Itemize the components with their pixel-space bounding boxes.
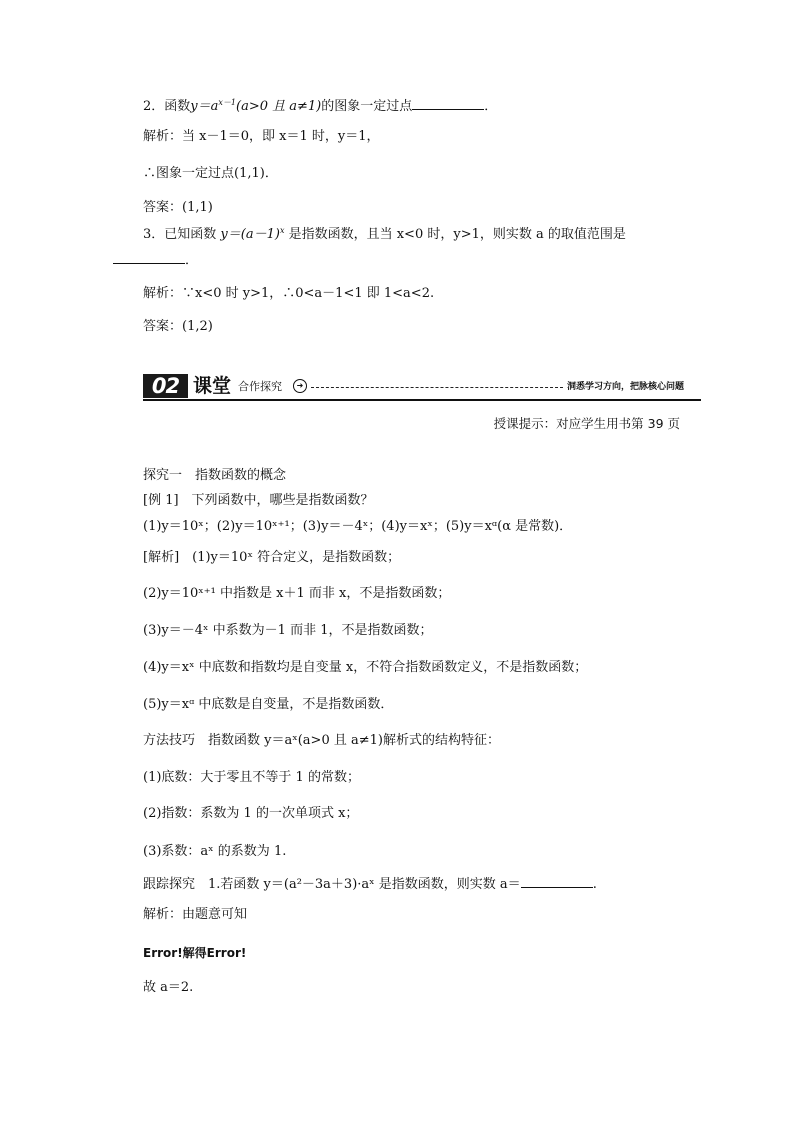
method-title: 方法技巧 指数函数 y＝aˣ(a>0 且 a≠1)解析式的结构特征： <box>143 733 500 748</box>
method-point-3: (3)系数：aˣ 的系数为 1. <box>143 844 287 859</box>
q2-end: ． <box>484 99 498 114</box>
follow-result: 故 a＝2. <box>143 980 194 995</box>
q2-formula: $y=a^{x-1}(a>0$ 且 a≠1) <box>190 98 322 114</box>
section-banner <box>143 374 701 402</box>
q2-line <box>143 97 497 116</box>
answer-blank[interactable] <box>412 97 484 110</box>
q3-end: ． <box>185 253 199 268</box>
follow-question <box>143 875 597 894</box>
answer-blank[interactable] <box>521 875 593 888</box>
q3-formula: $y=(a-1)^x$ <box>216 226 285 242</box>
solution-4: (4)y＝xˣ 中底数和指数均是自变量 x，不符合指数函数定义，不是指数函数； <box>143 660 588 675</box>
follow-text: 跟踪探究 1.若函数 y＝(a²－3a＋3)·aˣ 是指数函数，则实数 a＝ <box>143 877 521 892</box>
q3-line2 <box>113 251 198 270</box>
q3-line <box>143 226 626 244</box>
example-items: (1)y＝10ˣ；(2)y＝10ˣ⁺¹；(3)y＝－4ˣ；(4)y＝xˣ；(5)y＝xᵅ(α 是常数)． <box>143 519 573 534</box>
method-point-1: (1)底数：大于零且不等于 1 的常数； <box>143 770 360 785</box>
q3-suffix: 是指数函数，且当 x<0 时，y>1，则实数 a 的取值范围是 <box>288 227 626 242</box>
q2-suffix: 的图象一定过点 <box>321 99 413 114</box>
q2-analysis: 解析：当 x－1＝0，即 x＝1 时，y＝1， <box>143 129 380 144</box>
banner-title: 课堂 <box>193 375 232 397</box>
q2-answer: 答案：(1,1) <box>143 200 213 215</box>
solution-2: (2)y＝10ˣ⁺¹ 中指数是 x＋1 而非 x，不是指数函数； <box>143 586 451 601</box>
solution-1: [解析] (1)y＝10ˣ 符合定义，是指数函数； <box>143 550 401 565</box>
q3-prefix: 3．已知函数 <box>143 227 217 242</box>
section-title: 探究一 指数函数的概念 <box>143 468 287 483</box>
q2-prefix: 2．函数 <box>143 99 191 114</box>
banner-number: 02 <box>143 374 188 398</box>
banner-subtitle: 合作探究 <box>238 380 282 393</box>
follow-error-text: Error!解得Error! <box>143 946 247 960</box>
follow-end: . <box>592 877 597 892</box>
banner-rule <box>143 399 701 401</box>
example-question: [例 1] 下列函数中，哪些是指数函数？ <box>143 493 374 508</box>
banner-slogan: 洞悉学习方向，把脉核心问题 <box>567 382 685 392</box>
banner-dash-divider <box>311 387 563 388</box>
q3-answer: 答案：(1,2) <box>143 319 213 334</box>
solution-3: (3)y＝－4ˣ 中系数为－1 而非 1，不是指数函数； <box>143 623 433 638</box>
q3-analysis: 解析：∵x<0 时 y>1，∴0<a－1<1 即 1<a<2. <box>143 286 435 301</box>
solution-5: (5)y＝xᵅ 中底数是自变量，不是指数函数． <box>143 697 394 712</box>
lesson-hint: 授课提示：对应学生用书第 39 页 <box>493 416 680 431</box>
q2-conclusion: ∴图象一定过点(1,1)． <box>143 166 278 181</box>
method-point-2: (2)指数：系数为 1 的一次单项式 x； <box>143 806 359 821</box>
arrow-right-icon: ➜ <box>293 379 307 393</box>
follow-analysis: 解析：由题意可知 <box>143 907 248 922</box>
answer-blank[interactable] <box>113 251 185 264</box>
